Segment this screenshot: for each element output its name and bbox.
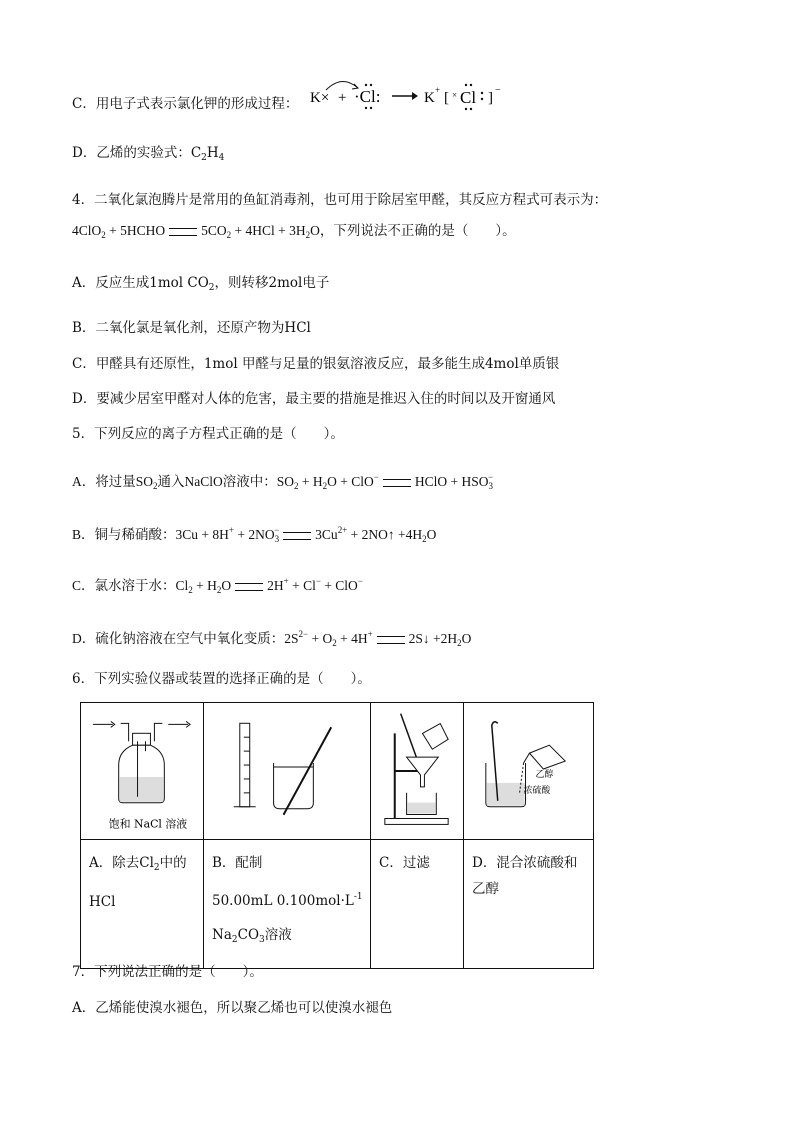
electron-formula-kcl (308, 78, 528, 114)
q5-stem: 5．下列反应的离子方程式正确的是（ ）。 (72, 426, 344, 442)
q6-caption-a: A．除去$Cl_2$中的 HCl (81, 840, 204, 969)
q5-option-d: D．硫化钠溶液在空气中氧化变质：$2S^{2-} + O_2 + 4H^+$ 2S↓ $+2H_2O$ (72, 629, 472, 648)
q3-option-c (72, 94, 298, 114)
q5-option-a: A．将过量$SO_2$通入NaClO溶液中：$SO_2 + H_2O + ClO^-$ HClO + $HSO_3^-$ (72, 472, 494, 491)
q6-caption-c: C．过滤 (371, 840, 464, 969)
q5-option-c: C．氯水溶于水：$Cl_2 + H_2O$ 2H+ + Cl− + ClO− (72, 576, 363, 595)
q6-options-table (80, 702, 594, 969)
svg-text:+: + (435, 85, 441, 95)
mixing-acid-diagram (464, 703, 593, 839)
svg-text:]: ] (488, 90, 493, 106)
k-ion: K (424, 90, 435, 106)
q6-stem: 6．下列实验仪器或装置的选择正确的是（ ）。 (72, 671, 371, 687)
q7-option-a: A．乙烯能使溴水褪色，所以聚乙烯也可以使溴水褪色 (72, 1000, 393, 1016)
q6-caption-d: D．混合浓硫酸和 乙醇 (464, 840, 594, 969)
cl-ion: Cl (460, 88, 477, 107)
q6-pic-c (371, 703, 464, 840)
q6-caption-b: B．配制 50.00mL $0.100mol\cdot L^{-1}$ $Na_2CO_3$溶液 (204, 840, 371, 969)
svg-text:[: [ (444, 90, 449, 106)
filtration-diagram (371, 703, 463, 839)
k-atom: K× (310, 90, 330, 106)
cl-atom: ·Cl: (354, 87, 381, 106)
q4-option-b: B．二氧化氯是氧化剂，还原产物为HCl (72, 320, 311, 336)
gas-washing-bottle-diagram (81, 703, 203, 839)
pic-d-label-ethanol: 乙醇 (535, 769, 554, 780)
q4-option-c: C．甲醛具有还原性，1mol 甲醛与足量的银氨溶液反应，最多能生成4mol单质银 (72, 356, 560, 372)
q4-equation: 4ClO$_2$ + 5HCHO $5CO_2 + 4HCl + 3H_2O$，下列说法不正确的是（ ）。 (72, 223, 516, 240)
q4-option-a: A．反应生成1mol $CO_2$，则转移2mol电子 (72, 275, 330, 293)
q6-pic-a (81, 703, 204, 840)
q3-option-d: D．乙烯的实验式：$C_2H_4$ (72, 145, 225, 163)
q6-pic-b (204, 703, 371, 840)
q7-stem: 7．下列说法正确的是（ ）。 (72, 964, 263, 980)
cylinder-beaker-diagram (204, 703, 370, 839)
svg-text:−: − (495, 85, 501, 96)
q5-option-b: B．铜与稀硝酸：$3Cu + 8H^+ + 2NO_3^-$ $3Cu^{2+}$ + 2NO↑ $+4H_2O$ (72, 525, 437, 544)
pic-d-label-acid: 浓硫酸 (523, 785, 551, 796)
plus-sign: + (338, 90, 347, 106)
q6-pic-d (464, 703, 594, 840)
svg-text:×: × (452, 90, 458, 100)
pic-a-caption: 饱和 NaCl 溶液 (108, 817, 188, 831)
q4-stem: 4．二氧化氯泡腾片是常用的鱼缸消毒剂，也可用于除居室甲醛，其反应方程式可表示为： (72, 192, 608, 208)
q3-option-c-text: C．用电子式表示氯化钾的形成过程： (72, 96, 299, 112)
q4-option-d: D．要减少居室甲醛对人体的危害，最主要的措施是推迟入住的时间以及开窗通风 (72, 391, 556, 407)
